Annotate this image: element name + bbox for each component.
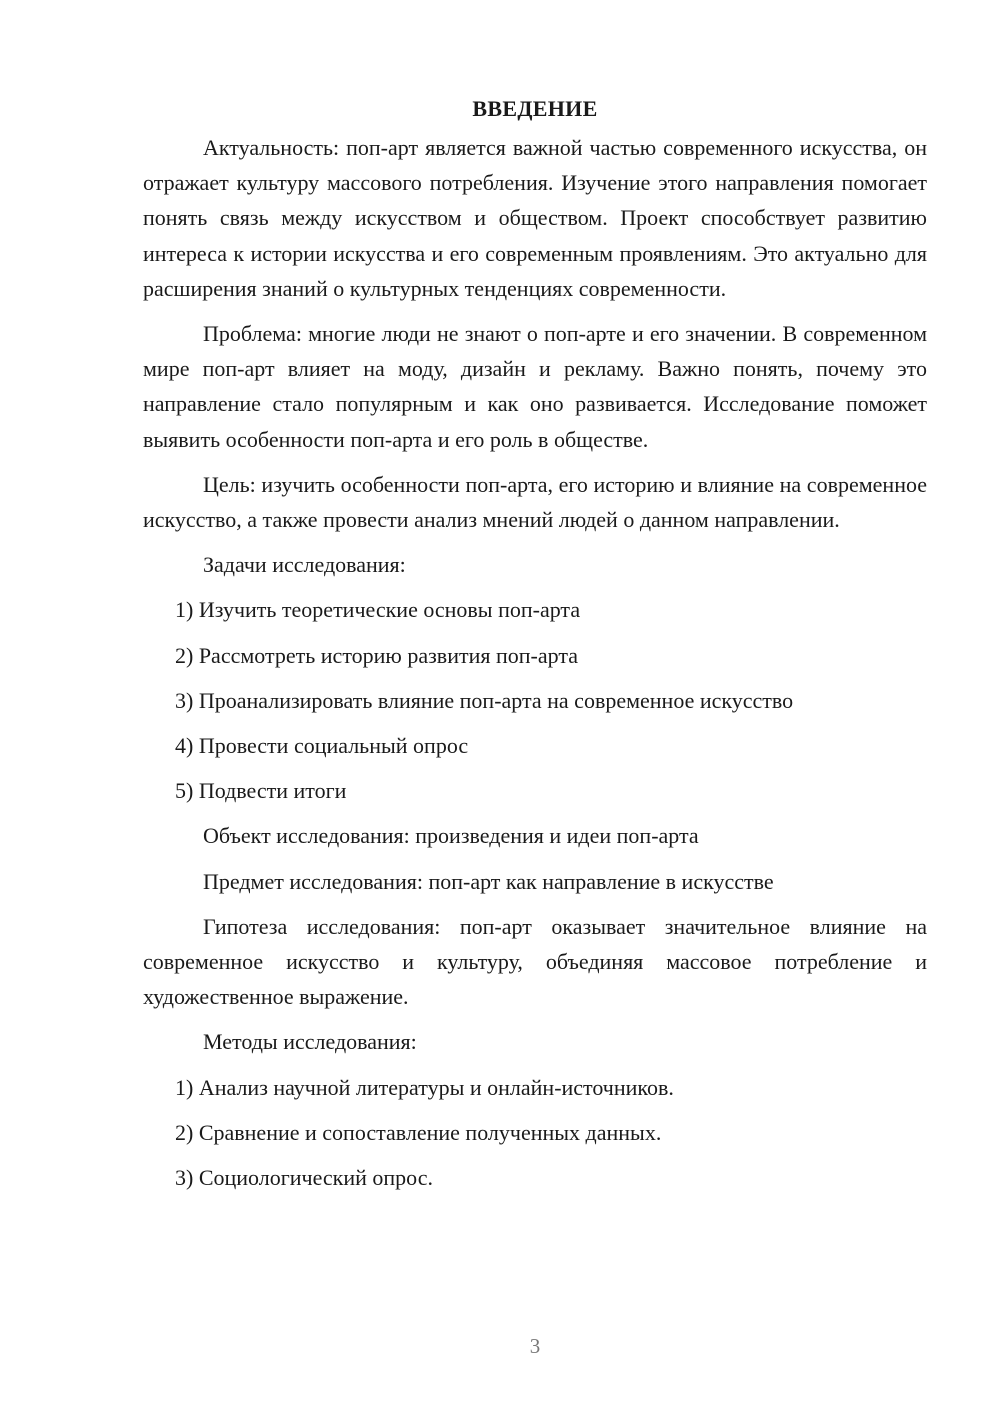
- task-item: 2) Рассмотреть историю развития поп-арта: [175, 642, 578, 668]
- research-subject: Предмет исследования: поп-арт как направление в искусстве: [203, 868, 774, 894]
- task-item: 4) Провести социальный опрос: [175, 733, 469, 759]
- hypothesis-paragraph: Гипотеза исследования: поп-арт оказывает значительное влияние на современное искусство и культуру, объединяя массовое потребление и художественное выражение.: [143, 913, 927, 1010]
- research-object: Объект исследования: произведения и идеи поп-арта: [203, 823, 699, 849]
- methods-label: Методы исследования:: [203, 1029, 417, 1055]
- tasks-label: Задачи исследования:: [203, 552, 406, 578]
- section-heading: ВВЕДЕНИЕ: [472, 96, 598, 121]
- document-page: [143, 92, 927, 1205]
- task-item: 1) Изучить теоретические основы поп-арта: [175, 597, 581, 623]
- goal-paragraph: Цель: изучить особенности поп-арта, его историю и влияние на современное искусство, а также провести анализ мнений людей о данном направлении.: [143, 471, 927, 533]
- relevance-paragraph: Актуальность: поп-арт является важной частью современного искусства, он отражает культуру массового потребления. Изучение этого направления помогает понять связь между искусством и обществом. Проект способствует развитию интереса к истории искусства и его современным проявлениям. Это актуально для расширения знаний о культурных тенденциях современности.: [143, 135, 927, 301]
- task-item: 5) Подвести итоги: [175, 778, 347, 804]
- method-item: 1) Анализ научной литературы и онлайн-источников.: [175, 1074, 674, 1100]
- method-item: 3) Социологический опрос.: [175, 1165, 433, 1191]
- problem-paragraph: Проблема: многие люди не знают о поп-арте и его значении. В современном мире поп-арт влияет на моду, дизайн и рекламу. Важно понять, почему это направление стало популярным и как оно развивается. Исследование поможет выявить особенности поп-арта и его роль в обществе.: [143, 321, 927, 452]
- method-item: 2) Сравнение и сопоставление полученных данных.: [175, 1119, 662, 1145]
- page-number: 3: [529, 1334, 541, 1358]
- task-item: 3) Проанализировать влияние поп-арта на современное искусство: [175, 687, 794, 713]
